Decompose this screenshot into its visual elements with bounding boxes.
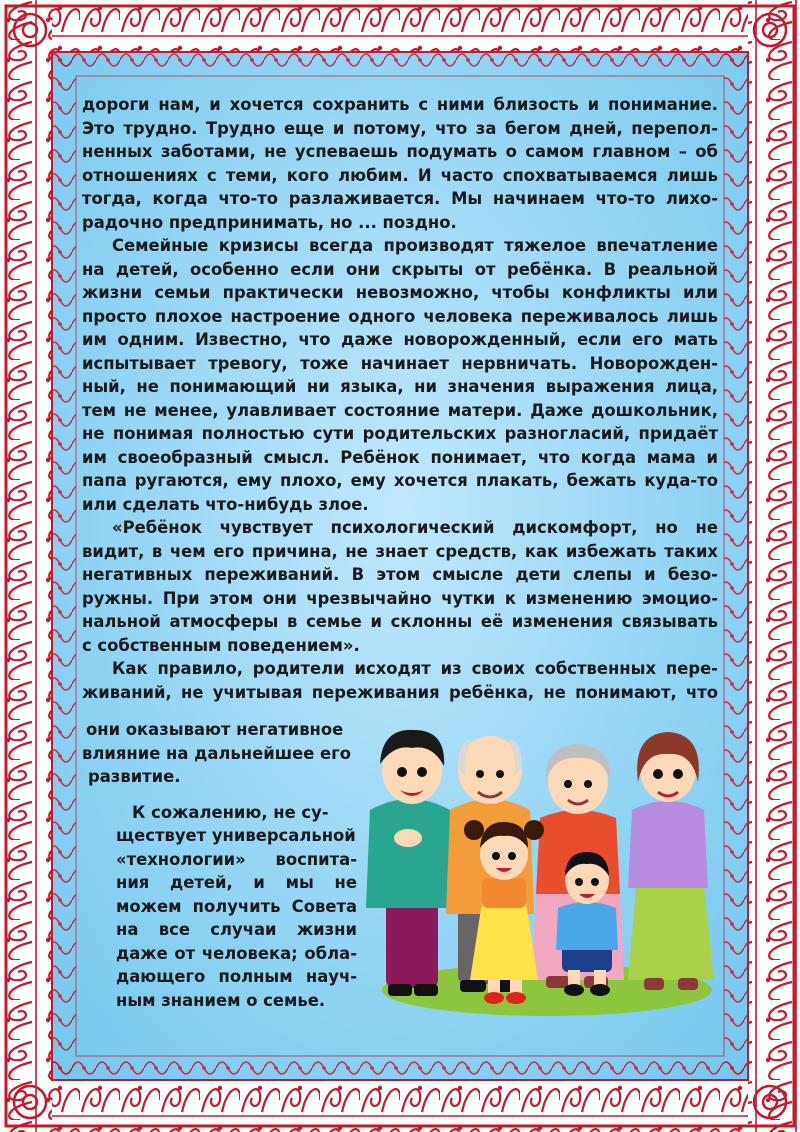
text-line: испытывает тревогу, тоже начинает нервничать. Новорожден-	[82, 353, 718, 373]
paragraph-start: К сожалению, не су-	[132, 802, 329, 822]
text-line: ния детей, и мы не	[116, 873, 357, 892]
text-line: можем получить Совета	[116, 896, 357, 916]
family-illustration	[362, 718, 720, 1018]
text-line: тем не менее, улавливает состояние матери. Даже дошкольник,	[82, 400, 718, 420]
article-side-text	[82, 718, 357, 1012]
text-line: жизни семьи практически невозможно, чтобы конфликты или	[82, 283, 718, 302]
text-line: живаний, не учитывая переживания ребёнка, не понимают, что	[82, 682, 718, 702]
text-line: тогда, когда что-то разлаживается. Мы начинаем что-то лихо-	[82, 189, 718, 208]
text-line: им своеобразный смысл. Ребёнок понимает, что когда мама и	[82, 447, 718, 467]
text-line: негативных переживаний. В этом смысле дети слепы и безо-	[82, 565, 718, 584]
text-line: с собственным поведением».	[82, 635, 360, 655]
paragraph-start: Семейные кризисы всегда производят тяжелое впечатление	[112, 236, 718, 255]
text-line: на детей, особенно если они скрыты от ребёнка. В реальной	[82, 259, 718, 279]
mother-figure	[628, 732, 714, 990]
text-line: просто плохое настроение одного человека переживалось лишь	[82, 306, 718, 326]
text-line: или сделать что-нибудь злое.	[82, 494, 369, 514]
father-figure	[366, 730, 454, 996]
text-line: ружны. При этом они чрезвычайно чутки к изменению эмоцио-	[82, 588, 718, 608]
text-line: дающего полным науч-	[116, 967, 357, 986]
text-line: «технологии» воспита-	[116, 849, 357, 869]
text-line: ществует универсальной	[116, 826, 356, 845]
article-main-text	[82, 93, 718, 704]
text-line: ным знанием о семье.	[116, 990, 326, 1010]
paragraph-start: Как правило, родители исходят из своих собственных пере-	[112, 659, 718, 678]
text-line: они оказывают негативное	[86, 720, 344, 739]
text-line: радочно предпринимать, но ... поздно.	[82, 212, 457, 232]
text-line: на все случаи жизни	[116, 920, 357, 939]
text-line: нальной атмосферы в семье и склонны её изменения связывать	[82, 612, 718, 631]
text-line: папа ругаются, ему плохо, ему хочется плакать, бежать куда-то	[82, 471, 718, 490]
text-line: Это трудно. Трудно еще и потому, что за бегом дней, перепол-	[82, 118, 718, 138]
text-line: дороги нам, и хочется сохранить с ними близость и понимание.	[82, 95, 718, 114]
text-line: видит, в чем его причина, не знает средств, как избежать таких	[82, 541, 718, 561]
quote-start: «Ребёнок чувствует психологический дискомфорт, но не	[112, 518, 718, 537]
text-line: не понимая полностью сути родительских разногласий, придаёт	[82, 424, 718, 443]
text-line: ный, не понимающий ни языка, ни значения выражения лица,	[82, 377, 718, 396]
text-line: даже от человека; обла-	[116, 943, 357, 963]
text-line: отношениях с теми, кого любим. И часто спохватываемся лишь	[82, 165, 718, 185]
text-line: им одним. Известно, что даже новорожденный, если его мать	[82, 330, 718, 349]
text-line: ненных заботами, не успеваешь подумать о самом главном – об	[82, 142, 718, 161]
text-line: влияние на дальнейшее его	[82, 743, 351, 763]
text-line: развитие.	[88, 767, 181, 786]
